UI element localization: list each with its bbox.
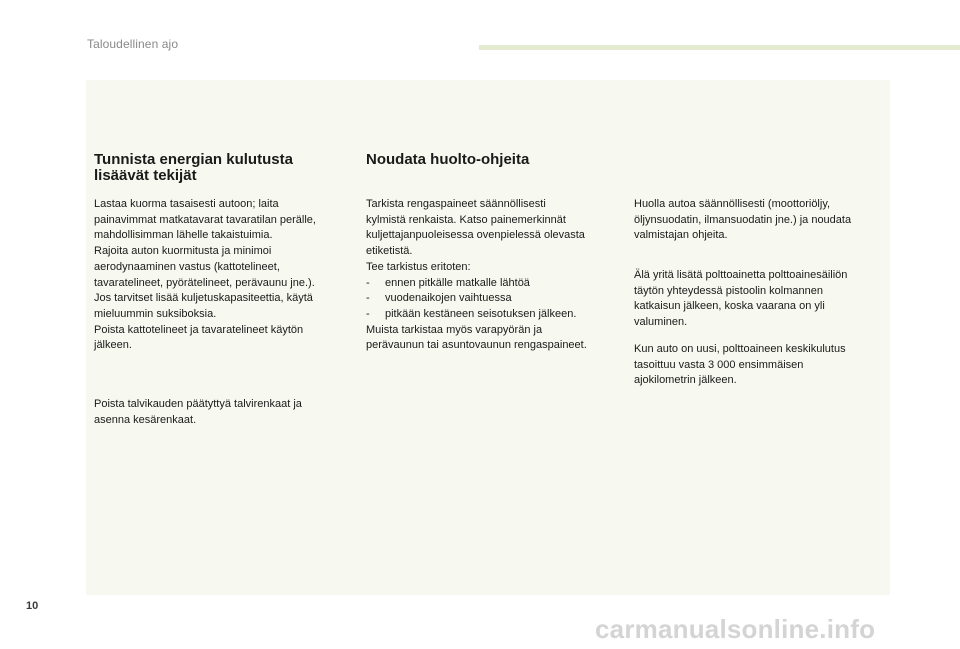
text-line: täytön yhteydessä pistoolin kolmannen [634,284,823,297]
dash-marker: - [366,307,370,320]
left-paragraph-2 [94,397,356,428]
middle-heading [366,152,529,168]
left-paragraph-1 [94,197,356,354]
text-line: valmistajan ohjeita. [634,229,728,242]
page-number: 10 [26,600,39,612]
list-item-text: vuodenaikojen vaihtuessa [385,292,512,305]
text-line: Poista kattotelineet ja tavaratelineet käytön [94,323,304,336]
text-line: etiketistä. [366,245,413,258]
text-line: Huolla autoa säännöllisesti (moottoriöljy, [634,198,831,210]
text-line: Kun auto on uusi, polttoaineen keskikulutus [634,343,846,355]
list-item [366,276,628,292]
text-line: Jos tarvitset lisää kuljetuskapasiteettia, käytä [94,292,313,305]
list-item [366,291,628,307]
right-paragraph-1 [634,197,884,244]
text-line: katkaisun jälkeen, koska vaarana on yli [634,300,825,313]
text-line: öljynsuodatin, ilmansuodatin jne.) ja noudata [634,213,852,226]
text-line: asenna kesärenkaat. [94,413,197,426]
text-line: aerodynaaminen vastus (kattotelineet, [94,260,280,273]
text-line: ajokilometrin jälkeen. [634,374,737,387]
text-line: kuljettajanpuoleisessa ovenpielessä olevasta [366,229,585,242]
text-line: Lastaa kuorma tasaisesti autoon; laita [94,198,279,210]
left-heading [94,152,293,184]
text-line: Tarkista rengaspaineet säännöllisesti [366,198,546,210]
watermark: carmanualsonline.info [595,614,876,644]
right-paragraph-2 [634,268,884,331]
text-line: tavaratelineet, pyörätelineet, perävaunu jne.). [94,276,315,289]
left-heading-line: Tunnista energian kulutusta [94,151,293,168]
text-line: valuminen. [634,316,688,329]
text-line: jälkeen. [94,339,132,352]
dash-marker: - [366,292,370,305]
section-title: Taloudellinen ajo [87,37,179,51]
text-line: Rajoita auton kuormitusta ja minimoi [94,245,272,258]
list-item-text: pitkään kestäneen seisotuksen jälkeen. [385,307,577,320]
text-line: kylmistä renkaista. Katso painemerkinnät [366,213,566,226]
text-line: Muista tarkistaa myös varapyörän ja [366,323,543,336]
middle-paragraph [366,197,628,354]
text-line: painavimmat matkatavarat tavaratilan perälle, [94,213,316,226]
text-line: mahdollisimman lähelle takaistuimia. [94,229,273,242]
right-paragraph-3 [634,342,884,389]
header-accent-bar [479,45,960,50]
text-line: perävaunun tai asuntovaunun rengaspaineet. [366,339,587,352]
left-heading-line: lisäävät tekijät [94,167,197,184]
list-item [366,307,628,323]
text-line: mieluummin suksiboksia. [94,307,217,320]
list-item-text: ennen pitkälle matkalle lähtöä [385,276,530,289]
dash-marker: - [366,276,370,289]
text-line: Tee tarkistus eritoten: [366,260,471,273]
text-line: Poista talvikauden päätyttyä talvirenkaat ja [94,398,302,410]
text-line: Älä yritä lisätä polttoainetta polttoainesäiliön [634,269,848,281]
middle-heading-line: Noudata huolto-ohjeita [366,151,530,168]
text-line: tasoittuu vasta 3 000 ensimmäisen [634,358,804,371]
